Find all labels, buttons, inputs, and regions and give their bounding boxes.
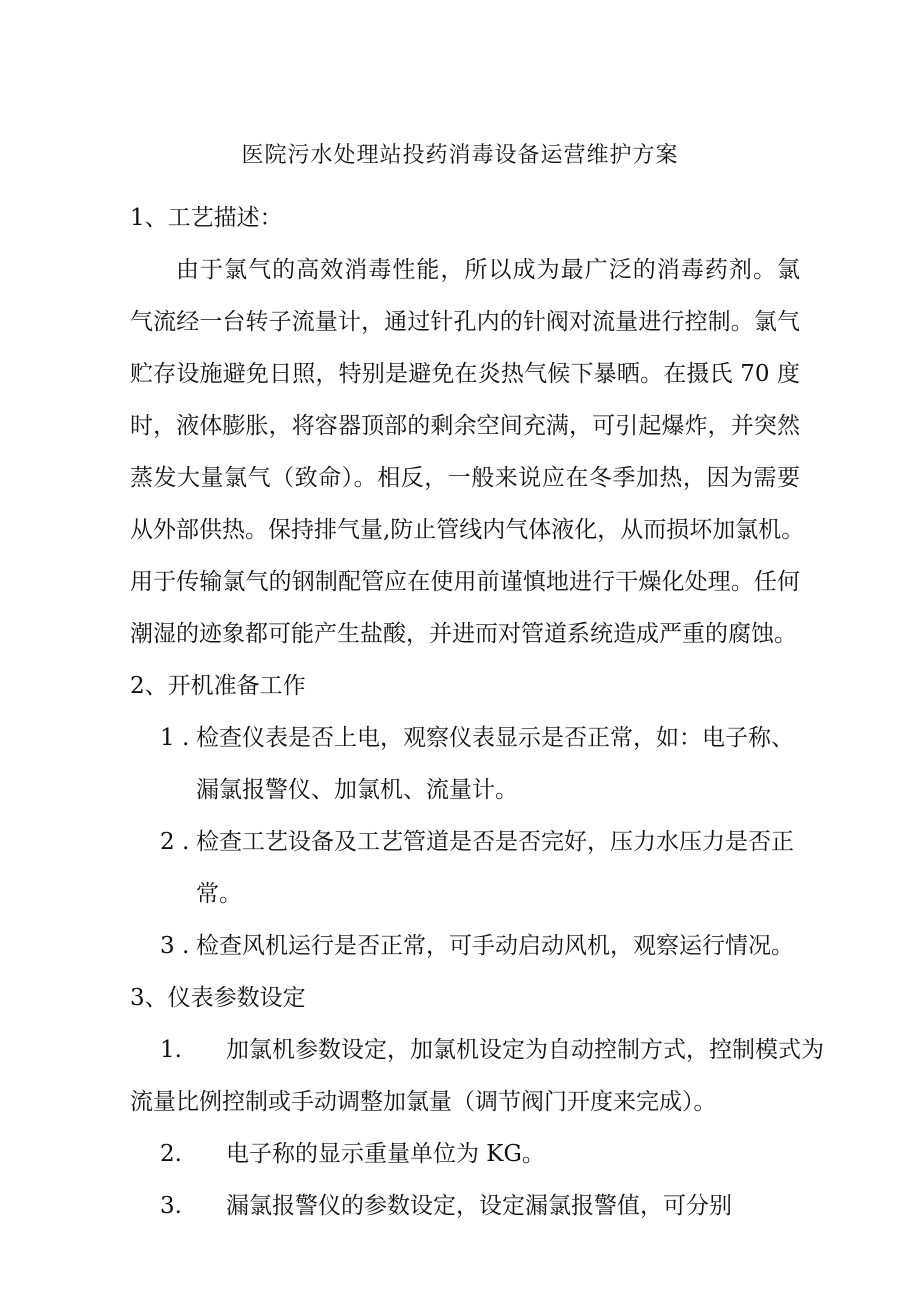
paragraph-line: 用于传输氯气的钢制配管应在使用前谨慎地进行干燥化处理。任何 xyxy=(130,569,800,595)
paragraph-line: 贮存设施避免日照，特别是避免在炎热气候下暴晒。在摄氏 70 度 xyxy=(130,361,800,387)
document-title: 医院污水处理站投药消毒设备运营维护方案 xyxy=(241,143,679,168)
list-item-number: 1. xyxy=(160,1037,182,1063)
paragraph-line: 时，液体膨胀，将容器顶部的剩余空间充满，可引起爆炸，并突然 xyxy=(130,413,800,439)
section-3-heading: 3、仪表参数设定 xyxy=(130,985,306,1011)
list-item-text: 常。 xyxy=(196,881,242,907)
list-item-text: 加氯机参数设定，加氯机设定为自动控制方式，控制模式为 xyxy=(226,1037,824,1063)
paragraph-line: 蒸发大量氯气（致命）。相反，一般来说应在冬季加热，因为需要 xyxy=(130,465,800,491)
list-item-text: 流量比例控制或手动调整加氯量（调节阀门开度来完成）。 xyxy=(130,1089,717,1115)
list-item-text: 电子称的显示重量单位为 KG。 xyxy=(226,1141,545,1167)
list-item-text: 漏氯报警仪的参数设定，设定漏氯报警值，可分别 xyxy=(226,1193,732,1219)
section-2-heading: 2、开机准备工作 xyxy=(130,673,306,699)
paragraph-line: 潮湿的迹象都可能产生盐酸，并进而对管道系统造成严重的腐蚀。 xyxy=(130,621,797,647)
paragraph-line: 从外部供热。保持排气量,防止管线内气体液化，从而损坏加氯机。 xyxy=(130,517,805,543)
list-item-text: 漏氯报警仪、加氯机、流量计。 xyxy=(196,777,518,803)
paragraph-line: 由于氯气的高效消毒性能，所以成为最广泛的消毒药剂。氯 xyxy=(176,257,800,283)
list-item-number: 2. xyxy=(160,1141,182,1167)
list-item-text: 检查仪表是否上电，观察仪表显示是否正常，如：电子称、 xyxy=(196,725,794,751)
list-item-number: 3 . xyxy=(160,933,190,959)
list-item-number: 1 . xyxy=(160,725,190,751)
list-item-number: 2 . xyxy=(160,829,190,855)
section-1-heading: 1、工艺描述： xyxy=(130,205,283,231)
list-item-text: 检查工艺设备及工艺管道是否是否完好，压力水压力是否正 xyxy=(196,829,794,855)
list-item-text: 检查风机运行是否正常，可手动启动风机，观察运行情况。 xyxy=(196,933,794,959)
paragraph-line: 气流经一台转子流量计，通过针孔内的针阀对流量进行控制。氯气 xyxy=(130,309,800,335)
list-item-number: 3. xyxy=(160,1193,182,1219)
